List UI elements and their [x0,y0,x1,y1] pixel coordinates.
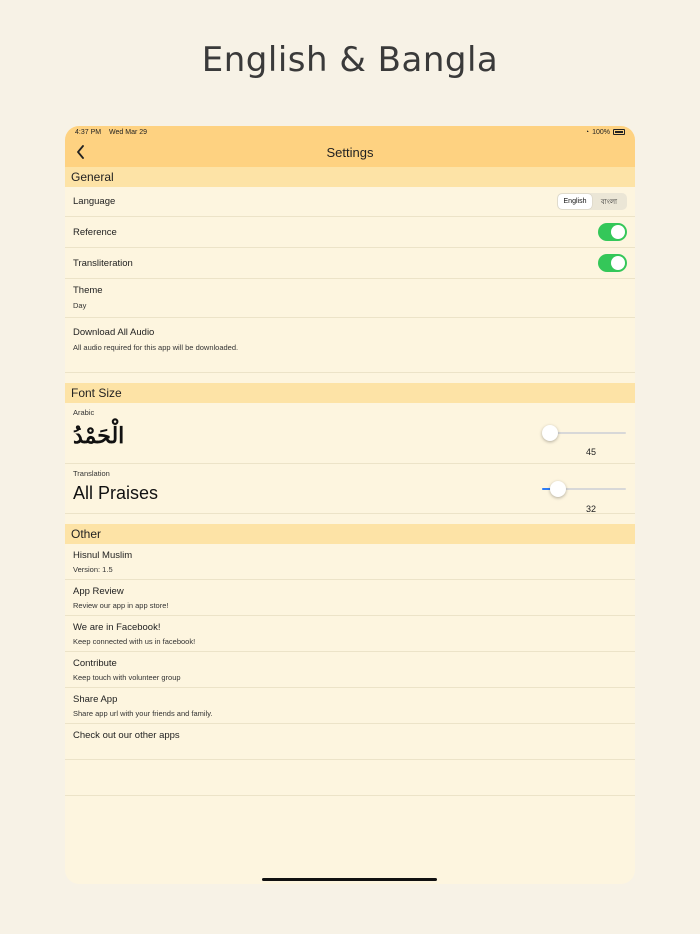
navigation-bar [65,138,635,167]
list-item-sub: Share app url with your friends and family. [73,709,213,718]
marketing-headline: English & Bangla [201,40,499,80]
section-header-font-size: Font Size [65,383,635,403]
home-indicator[interactable] [262,878,437,881]
section-spacer [65,514,635,524]
wifi-icon: ◔ [584,128,590,136]
download-audio-row[interactable] [65,318,635,373]
download-audio-description: All audio required for this app will be downloaded. [73,343,239,352]
arabic-font-value: 45 [586,447,597,457]
status-bar [65,126,635,138]
transliteration-row [65,248,635,279]
list-item-share-app[interactable] [65,688,635,724]
list-item-sub: Version: 1.5 [73,565,113,574]
battery-icon [613,129,625,135]
list-item-contribute[interactable] [65,652,635,688]
language-option-english[interactable]: English [558,194,592,209]
transliteration-toggle[interactable] [598,254,627,272]
translation-font-slider-thumb[interactable] [550,481,566,497]
status-date: Wed Mar 29 [109,128,148,136]
section-spacer [65,373,635,383]
list-item-label: Check out our other apps [73,730,180,741]
translation-sample-text: All Praises [73,483,159,503]
device-screen [65,126,635,884]
list-item-facebook[interactable] [65,616,635,652]
language-option-bangla[interactable]: বাংলা [600,198,618,206]
language-label: Language [73,196,116,207]
page-title: Settings [326,145,374,160]
arabic-font-slider[interactable] [542,432,626,434]
list-item-sub: Keep connected with us in facebook! [73,637,196,646]
list-item-label: Hisnul Muslim [73,550,133,561]
theme-row[interactable] [65,279,635,318]
list-item-sub: Review our app in app store! [73,601,169,610]
reference-row [65,217,635,248]
language-row [65,187,635,217]
arabic-font-label: Arabic [73,408,95,417]
arabic-sample-text: الْحَمْدُ [73,423,125,449]
chevron-left-icon [76,145,85,159]
list-item-hisnul-muslim[interactable] [65,544,635,580]
translation-font-row [65,464,635,514]
translation-font-value: 32 [586,504,597,514]
arabic-font-row [65,403,635,464]
theme-value: Day [73,301,87,310]
empty-row [65,760,635,796]
list-item-app-review[interactable] [65,580,635,616]
list-item-label: Share App [73,694,118,705]
section-header-other: Other [65,524,635,544]
reference-label: Reference [73,226,117,238]
battery-percent: 100% [592,128,610,136]
list-item-label: App Review [73,586,124,597]
list-item-label: We are in Facebook! [73,622,161,633]
translation-font-label: Translation [73,469,110,478]
list-item-other-apps[interactable] [65,724,635,760]
translation-font-slider[interactable] [542,488,626,490]
list-item-label: Contribute [73,658,117,669]
arabic-font-slider-thumb[interactable] [542,425,558,441]
back-button[interactable] [73,143,87,161]
transliteration-label: Transliteration [73,257,133,269]
reference-toggle[interactable] [598,223,627,241]
section-header-general: General [65,167,635,187]
download-audio-label: Download All Audio [73,327,155,338]
language-segmented-control[interactable] [557,193,627,210]
list-item-sub: Keep touch with volunteer group [73,673,181,682]
status-time: 4:37 PM [75,128,102,136]
theme-label: Theme [73,285,103,296]
